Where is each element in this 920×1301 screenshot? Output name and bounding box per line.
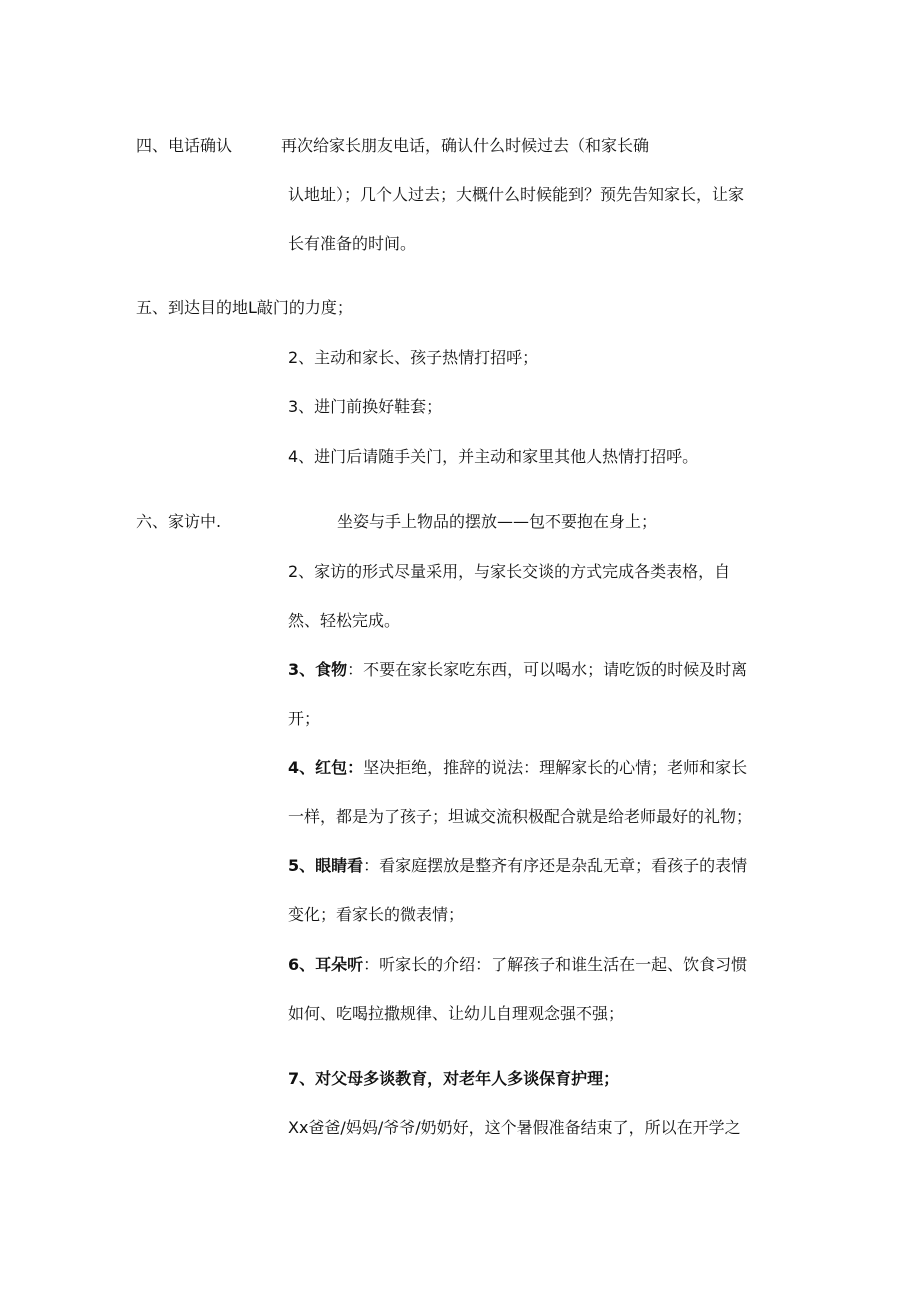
section6-item1: 坐姿与手上物品的摆放——包不要抱在身上； xyxy=(337,512,658,531)
section6-item2-line2: 然、轻松完成。 xyxy=(288,611,401,630)
section6-item6-line1 xyxy=(288,955,747,975)
section5-item2: 2、主动和家长、孩子热情打招呼； xyxy=(288,348,539,367)
section5-heading: 五、到达目的地L敲门的力度； xyxy=(136,298,353,317)
section6-item5-line1 xyxy=(288,856,747,876)
section4-line1: 再次给家长朋友电话，确认什么时候过去（和家长确 xyxy=(281,136,650,155)
item3-text: ：不要在家长家吃东西，可以喝水；请吃饭的时候及时离 xyxy=(347,660,748,679)
item5-text: ：看家庭摆放是整齐有序还是杂乱无章；看孩子的表情 xyxy=(363,856,748,875)
section4-line2: 认地址）；几个人过去；大概什么时候能到？预先告知家长，让家 xyxy=(288,185,745,204)
section6-item4-line1 xyxy=(288,758,747,778)
item3-label: 3、食物 xyxy=(288,660,348,679)
section4-line3: 长有准备的时间。 xyxy=(288,234,417,253)
section6-heading: 六、家访中. xyxy=(136,512,222,531)
item4-label: 4、红包： xyxy=(288,758,364,777)
section6-item7-line1: Xx爸爸/妈妈/爷爷/奶奶好，这个暑假准备结束了，所以在开学之 xyxy=(288,1118,741,1137)
item4-text: 坚决拒绝，推辞的说法：理解家长的心情；老师和家长 xyxy=(363,758,748,777)
section6-item5-line2: 变化；看家长的微表情； xyxy=(288,905,465,924)
section6-item2-line1: 2、家访的形式尽量采用，与家长交谈的方式完成各类表格，自 xyxy=(288,562,731,581)
item6-text: ：听家长的介绍：了解孩子和谁生活在一起、饮食习惯 xyxy=(363,955,748,974)
section6-item7-heading: 7、对父母多谈教育，对老年人多谈保育护理； xyxy=(288,1069,620,1088)
section4-heading: 四、电话确认 xyxy=(136,136,233,155)
item6-label: 6、耳朵听 xyxy=(288,955,364,974)
section5-item3: 3、进门前换好鞋套； xyxy=(288,397,443,416)
section6-item6-line2: 如何、吃喝拉撒规律、让幼儿自理观念强不强； xyxy=(288,1004,625,1023)
section6-item4-line2: 一样，都是为了孩子；坦诚交流积极配合就是给老师最好的礼物； xyxy=(288,807,753,826)
item5-label: 5、眼睛看 xyxy=(288,856,364,875)
section5-item4: 4、进门后请随手关门，并主动和家里其他人热情打招呼。 xyxy=(288,447,699,466)
section6-item3-line1 xyxy=(288,660,747,680)
section6-item3-line2: 开； xyxy=(288,709,321,728)
